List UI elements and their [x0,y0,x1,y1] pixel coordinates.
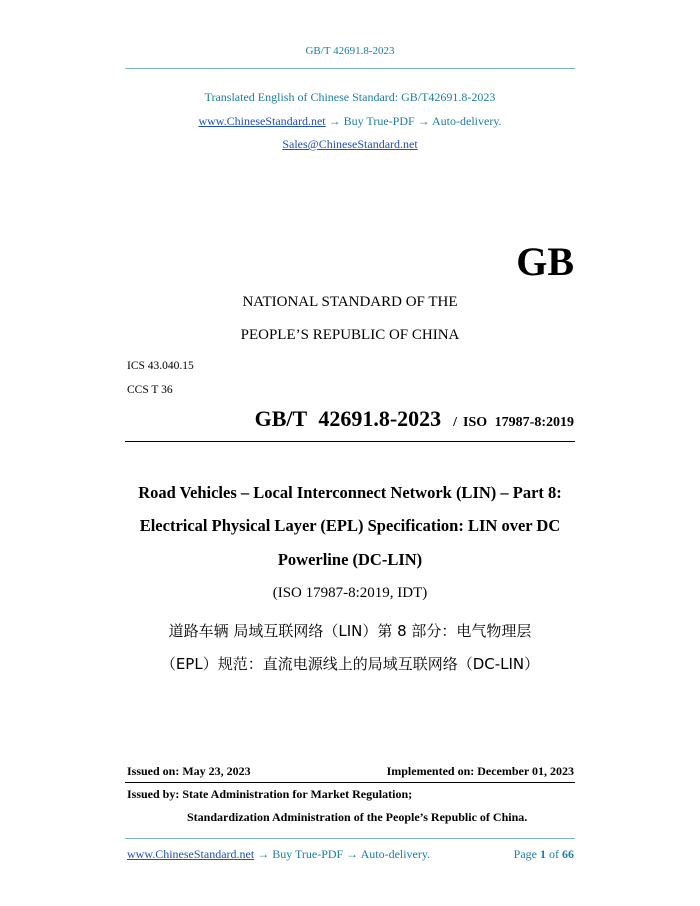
iso-reference: ISO 17987-8:2019 [463,415,574,430]
standard-number-rule [125,441,575,442]
footer-buy-notice [127,847,430,862]
national-standard-line2: PEOPLE’S REPUBLIC OF CHINA [240,327,460,343]
footer-site-link[interactable]: www.ChineseStandard.net [127,847,255,861]
buy-notice [0,114,700,129]
page-indicator [514,847,574,862]
header-rule [125,68,575,69]
translated-notice: Translated English of Chinese Standard: GB/T42691.8-2023 [204,90,496,104]
implemented-on: Implemented on: December 01, 2023 [386,764,574,778]
title-en-line1: Road Vehicles – Local Interconnect Network (LIN) – Part 8: [138,483,562,502]
page-of: of [549,847,559,861]
title-cn-line2: （EPL）规范：直流电源线上的局域互联网络（DC-LIN） [160,655,540,673]
standard-number: GB/T 42691.8-2023 [254,406,442,431]
site-link[interactable]: www.ChineseStandard.net [198,114,326,128]
gb-mark: GB [516,239,574,284]
standard-number-block [255,406,574,432]
title-en-line3: Powerline (DC-LIN) [277,550,423,569]
running-header: GB/T 42691.8-2023 [305,45,395,57]
page-label: Page [513,847,537,861]
title-en-line2: Electrical Physical Layer (EPL) Specification: LIN over DC [139,516,561,535]
title-cn-line1: 道路车辆 局域互联网络（LIN）第 8 部分：电气物理层 [168,622,532,640]
footer-buy-text: → Buy True-PDF → Auto-delivery. [254,847,431,861]
buy-text: → Buy True-PDF → Auto-delivery. [325,114,502,128]
sales-email-link[interactable]: Sales@ChineseStandard.net [282,137,418,151]
sales-line [0,137,700,152]
issued-on: Issued on: May 23, 2023 [127,764,251,778]
ics-code: ICS 43.040.15 [127,360,194,372]
national-standard-line1: NATIONAL STANDARD OF THE [242,294,458,310]
issued-by-line2: Standardization Administration of the People’s Republic of China. [187,810,528,824]
footer-rule [125,838,575,839]
page-current: 1 [540,847,546,861]
page-total: 66 [562,847,574,861]
ccs-code: CCS T 36 [127,384,173,396]
issued-by-line1: Issued by: State Administration for Market Regulation; [127,787,413,801]
adoption-statement: (ISO 17987-8:2019, IDT) [272,585,428,601]
standard-separator: / [453,415,458,430]
issue-rule [125,782,575,783]
